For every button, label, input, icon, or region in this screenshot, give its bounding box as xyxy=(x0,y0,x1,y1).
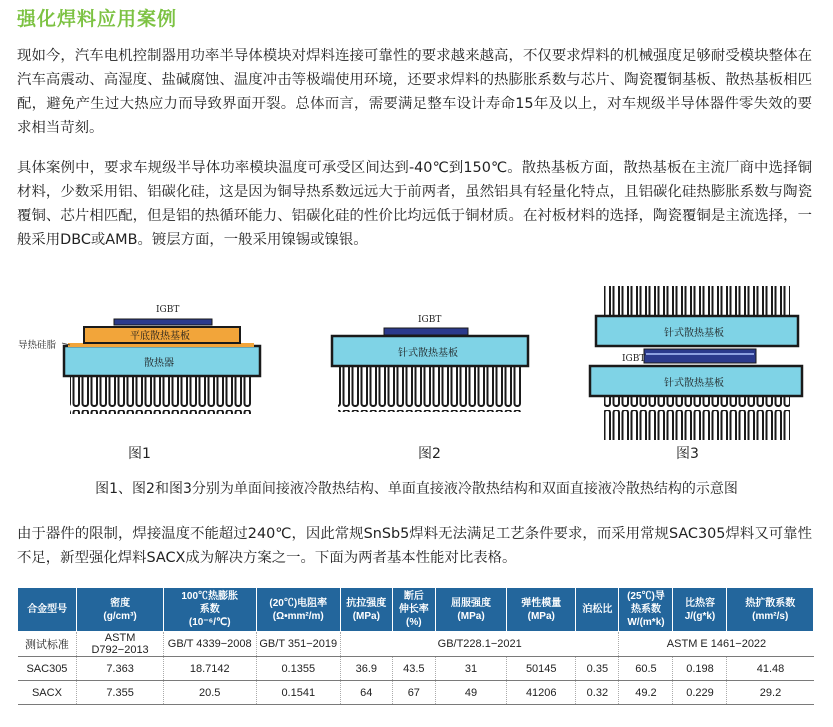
header-line: 热扩散系数 xyxy=(745,597,796,609)
header-line: 合金型号 xyxy=(27,604,68,615)
header-line: (MPa) xyxy=(527,610,555,622)
standard-density-cell: ASTM D792−2013 xyxy=(77,632,163,657)
table-cell: 49.2 xyxy=(619,681,673,705)
table-header-cell xyxy=(340,588,392,632)
fig3-bottom-fins xyxy=(604,392,790,440)
header-line: (MPa) xyxy=(352,610,380,622)
table-cell: 0.1355 xyxy=(256,657,340,681)
fig2-igbt-label: IGBT xyxy=(418,315,442,325)
table-header-cell xyxy=(435,588,506,632)
header-line: 100℃热膨胀 xyxy=(181,591,239,602)
standard-mech-cell: GB/T228.1−2021 xyxy=(340,632,619,657)
table-header-cell xyxy=(507,588,576,632)
fig1-grease-label: 导热硅脂 xyxy=(18,340,57,351)
table-header-cell xyxy=(18,588,77,632)
table-header-cell xyxy=(77,588,163,632)
header-line: 比热容 xyxy=(684,597,715,609)
header-line: 伸长率 xyxy=(398,604,429,615)
table-row xyxy=(18,681,814,705)
table-cell: 20.5 xyxy=(163,681,256,705)
table-cell: 7.363 xyxy=(77,657,163,681)
table-header-row xyxy=(18,588,814,632)
standard-cte-cell: GB/T 4339−2008 xyxy=(163,632,256,657)
table-row xyxy=(18,657,814,681)
table-cell: 0.229 xyxy=(673,681,727,705)
header-line: (%) xyxy=(406,617,422,628)
table-header-cell xyxy=(163,588,256,632)
fig2-pin-fins xyxy=(338,362,522,412)
table-cell: 67 xyxy=(392,681,435,705)
table-cell: 64 xyxy=(340,681,392,705)
table-cell: 18.7142 xyxy=(163,657,256,681)
standard-resistivity-cell: GB/T 351−2019 xyxy=(256,632,340,657)
fig2-label: 图2 xyxy=(418,446,441,462)
header-line: W/(m*k) xyxy=(627,617,665,628)
table-cell: 0.1541 xyxy=(256,681,340,705)
fig1-label: 图1 xyxy=(128,446,151,462)
fig1-igbt-label: IGBT xyxy=(156,305,180,315)
figure-2 xyxy=(332,315,528,462)
header-line: (20℃)电阻率 xyxy=(269,597,328,609)
fig3-label: 图3 xyxy=(676,446,699,462)
table-row-standard xyxy=(18,632,814,657)
figure-3 xyxy=(590,286,802,462)
header-line: (mm²/s) xyxy=(752,610,789,622)
header-line: 热系数 xyxy=(630,604,661,615)
table-cell: 41.48 xyxy=(727,657,814,681)
table-cell: 43.5 xyxy=(392,657,435,681)
header-line: 屈服强度 xyxy=(451,597,492,609)
table-header-cell xyxy=(392,588,435,632)
page-title: 强化焊料应用案例 xyxy=(17,8,178,30)
table-cell: 31 xyxy=(435,657,506,681)
table-cell: 49 xyxy=(435,681,506,705)
table-cell: 0.198 xyxy=(673,657,727,681)
header-line: 断后 xyxy=(403,591,424,602)
table-cell: 29.2 xyxy=(727,681,814,705)
fig1-sink-label: 散热器 xyxy=(144,358,174,369)
header-line: (10⁻⁶/℃) xyxy=(188,617,231,628)
header-line: (MPa) xyxy=(457,610,485,622)
paragraph-intro: 现如今，汽车电机控制器用功率半导体模块对焊料连接可靠性的要求越来越高，不仅要求焊料的机械强度足够耐受模块整体在汽车高震动、高湿度、盐碱腐蚀、温度冲击等极端使用环境，还要求焊料的热膨胀系数与芯片、陶瓷覆铜基板、散热基板相匹配，避免产生过大热应力而导致界面开裂。总体而言，需要满足整车设计寿命15年及以上，对车规级半导体器件零失效的要求相当苛刻。 xyxy=(17,48,812,136)
table-cell: 60.5 xyxy=(619,657,673,681)
alloy-name-cell: SACX xyxy=(18,681,77,705)
fig3-igbt xyxy=(644,349,756,363)
standard-thermal-cell: ASTM E 1461−2022 xyxy=(619,632,814,657)
table-header-cell xyxy=(576,588,619,632)
comparison-table xyxy=(17,587,814,705)
table-cell: 50145 xyxy=(507,657,576,681)
table-cell: 0.35 xyxy=(576,657,619,681)
table-header-cell xyxy=(619,588,673,632)
paragraph-solution: 由于器件的限制，焊接温度不能超过240℃，因此常规SnSb5焊料无法满足工艺条件要求，而采用常规SAC305焊料又可靠性不足，新型强化焊料SACX成为解决方案之一。下面为两者基本性能对比表格。 xyxy=(17,526,812,566)
header-line: 泊松比 xyxy=(582,604,613,615)
table-cell: 7.355 xyxy=(77,681,163,705)
header-line: (Ω•mm²/m) xyxy=(272,610,324,622)
table-cell: 0.32 xyxy=(576,681,619,705)
fig1-plate-label: 平底散热基板 xyxy=(130,331,190,342)
header-line: 抗拉强度 xyxy=(346,597,387,609)
header-line: (25℃)导 xyxy=(627,591,665,602)
fig1-igbt xyxy=(114,319,212,325)
table-header-cell xyxy=(256,588,340,632)
table-header-cell xyxy=(727,588,814,632)
figure-1 xyxy=(18,305,260,462)
fig3-igbt-label: IGBT xyxy=(622,354,646,364)
table-cell: 41206 xyxy=(507,681,576,705)
header-line: 系数 xyxy=(199,604,220,615)
standard-label-cell: 测试标准 xyxy=(18,632,77,657)
table-cell: 36.9 xyxy=(340,657,392,681)
header-line: 密度 xyxy=(110,597,131,609)
header-line: 弹性模量 xyxy=(521,597,562,609)
paragraph-case: 具体案例中，要求车规级半导体功率模块温度可承受区间达到-40℃到150℃。散热基板方面，散热基板在主流厂商中选择铜材料，少数采用铝、铝碳化硅，这是因为铜导热系数远远大于前两者，虽然铝具有轻量化特点，且铝碳化硅热膨胀系数与陶瓷覆铜、芯片相匹配，但是铝的热循环能力、铝碳化硅的性价比均远低于铜材质。在衬板材料的选择，陶瓷覆铜是主流选择，一般采用DBC或AMB。镀层方面，一般采用镍锡或镍银。 xyxy=(17,160,812,248)
header-line: J/(g*k) xyxy=(684,610,716,622)
figures-diagram xyxy=(0,270,833,510)
fig2-plate-label: 针式散热基板 xyxy=(398,348,458,359)
fig3-top-plate-label: 针式散热基板 xyxy=(664,328,724,339)
fig2-igbt xyxy=(384,328,468,335)
table-header-cell xyxy=(673,588,727,632)
header-line: (g/cm³) xyxy=(103,610,137,622)
alloy-name-cell: SAC305 xyxy=(18,657,77,681)
fig3-bottom-plate-label: 针式散热基板 xyxy=(664,378,724,389)
figure-caption: 图1、图2和图3分别为单面间接液冷散热结构、单面直接液冷散热结构和双面直接液冷散热结构的示意图 xyxy=(95,481,738,497)
